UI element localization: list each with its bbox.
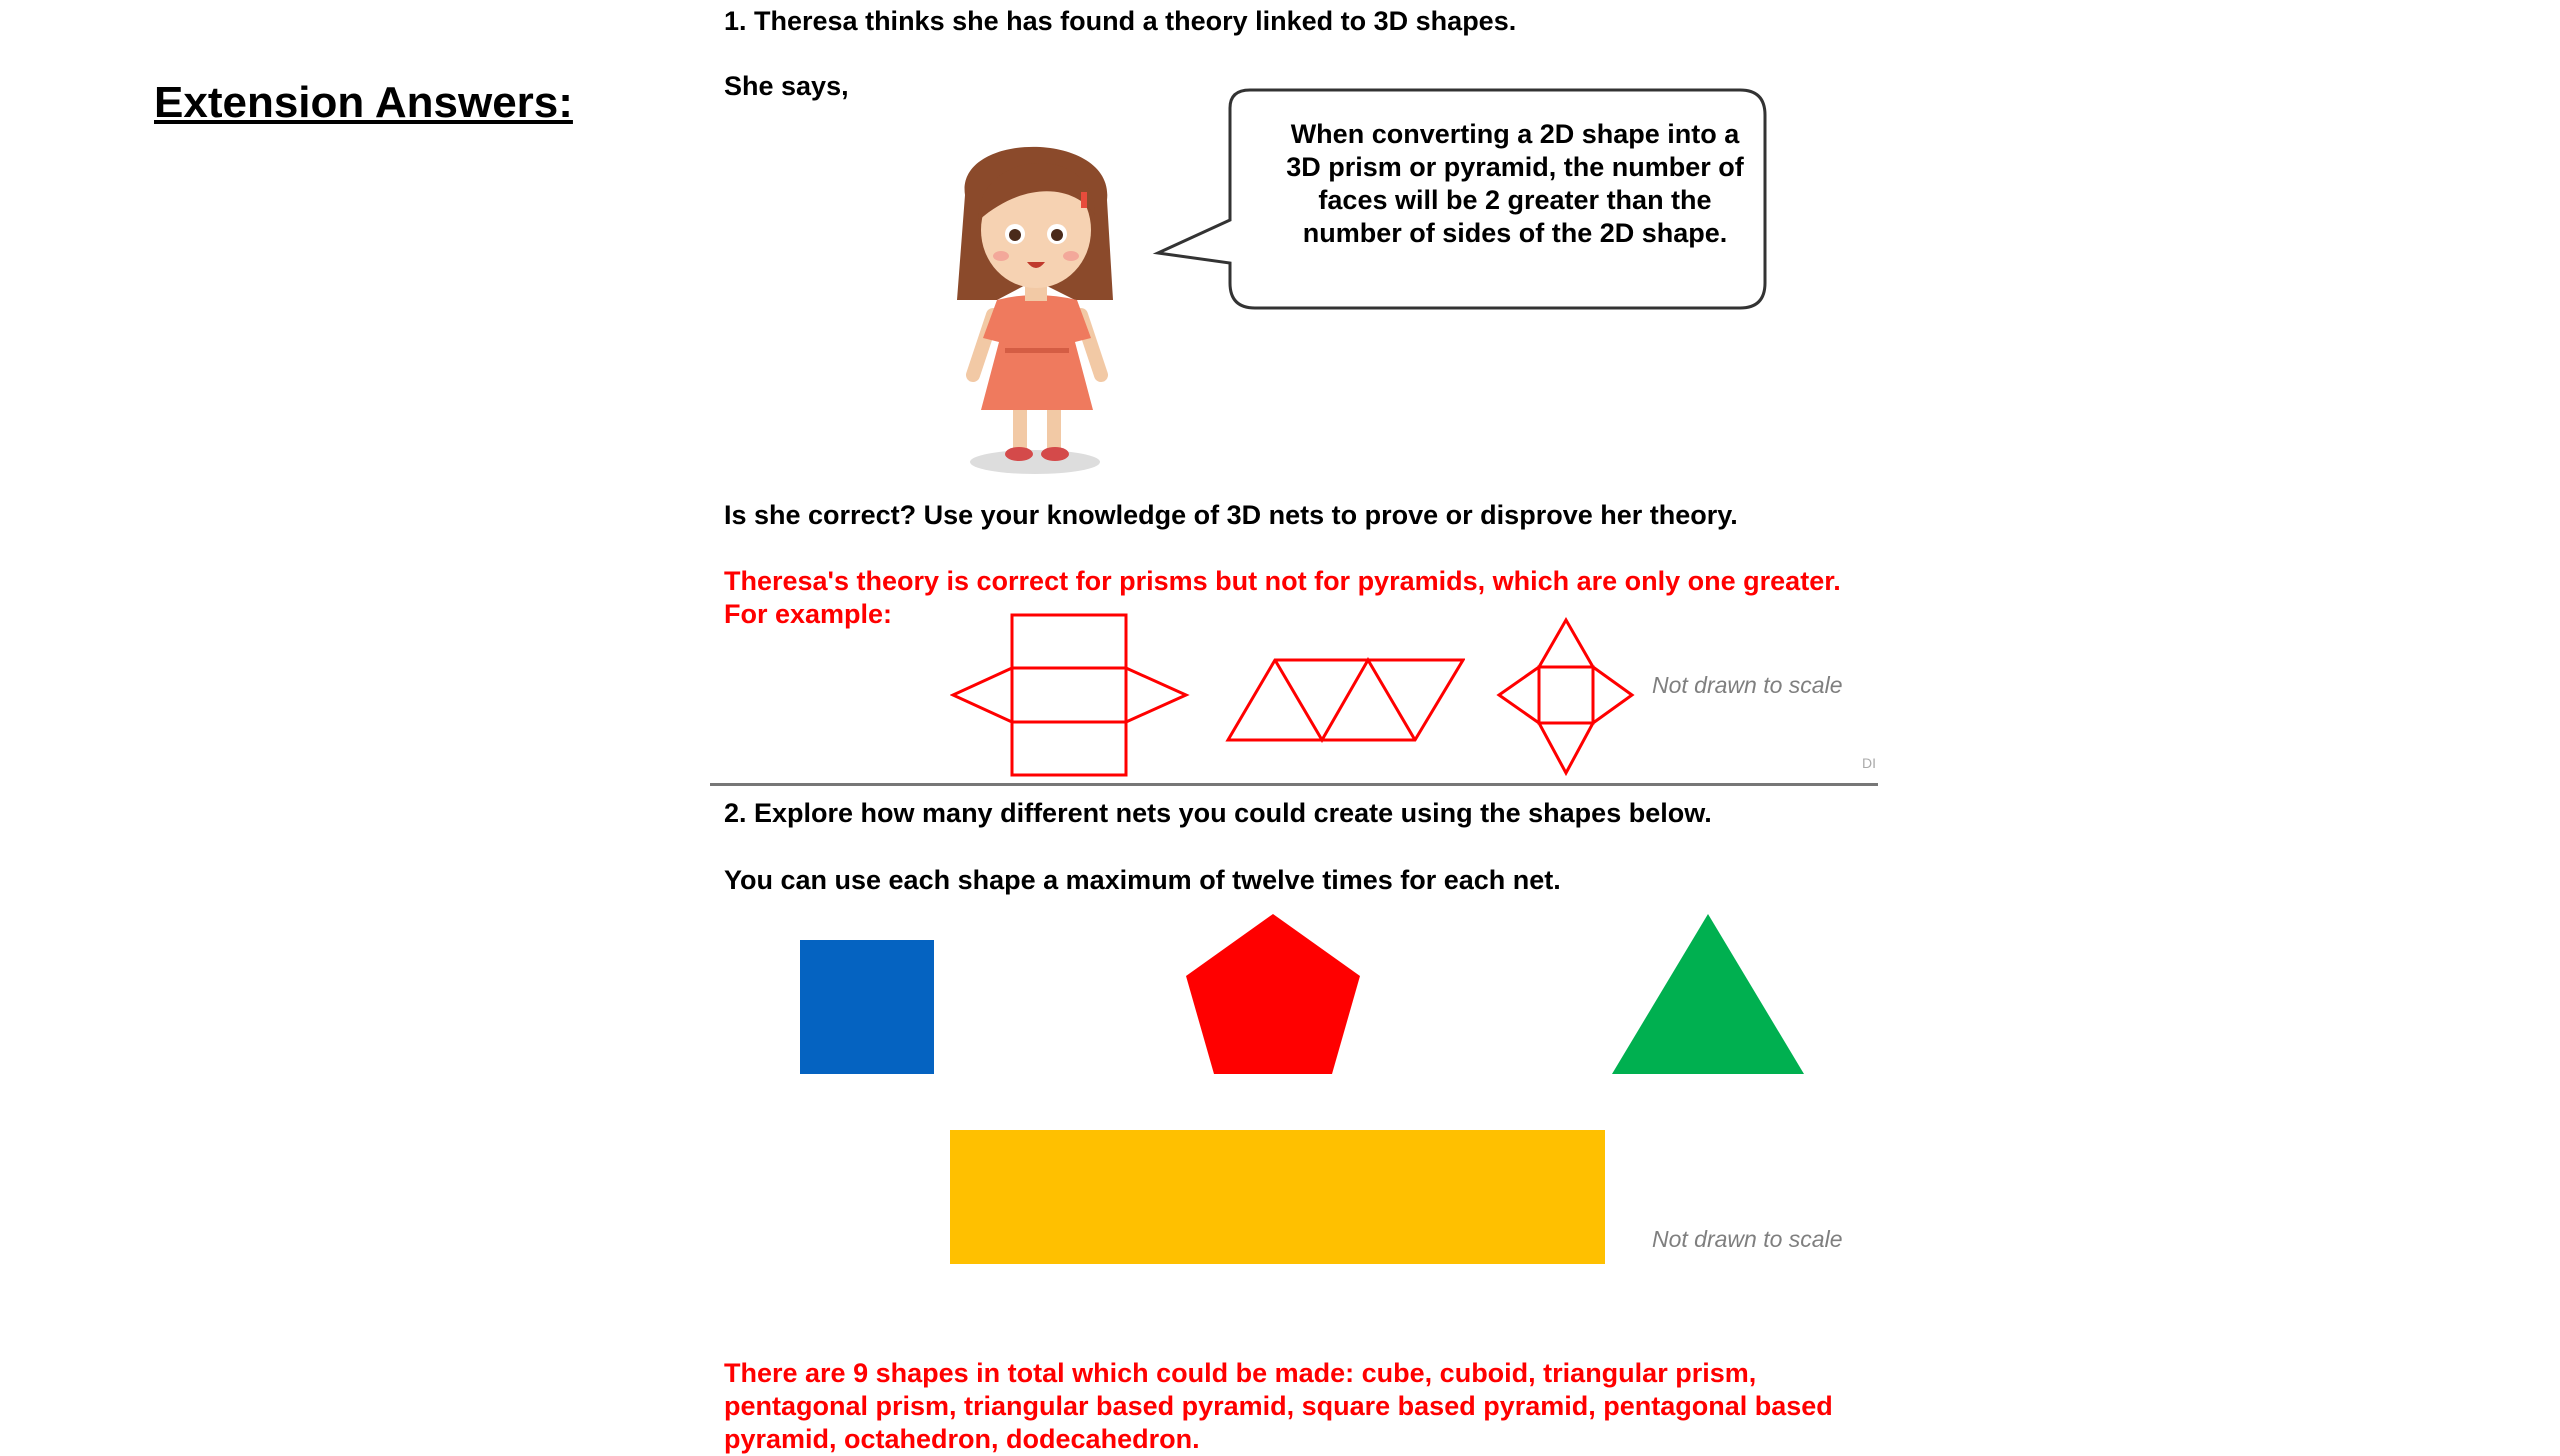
green-triangle-shape — [1612, 914, 1804, 1074]
question-2-answer: There are 9 shapes in total which could be made: cube, cuboid, triangular prism, pentagonal prism, triangular based pyramid, square based pyramid, pentagonal based pyramid, octahedron, dodecahedron. — [724, 1358, 1833, 1454]
blue-square-shape — [800, 940, 936, 1074]
question-1-scale-note: Not drawn to scale — [1652, 672, 1843, 698]
question-2-scale-note: Not drawn to scale — [1652, 1226, 1843, 1252]
yellow-rectangle-shape — [950, 1130, 1605, 1264]
for-example-label: For example: — [724, 599, 893, 629]
triangular-prism-net — [950, 612, 1190, 778]
question-2-rule: You can use each shape a maximum of twelve times for each net. — [724, 865, 1561, 895]
section-divider — [710, 783, 1878, 786]
red-pentagon-shape — [1186, 914, 1360, 1074]
she-says-label: She says, — [724, 71, 849, 101]
speech-bubble-text: When converting a 2D shape into a 3D prism or pyramid, the number of faces will be 2 greater than the number of sides of the 2D shape. — [1286, 119, 1744, 248]
corner-mark: DI — [1862, 755, 1876, 771]
square-pyramid-net — [1496, 617, 1636, 777]
triangular-pyramid-net — [1225, 657, 1465, 743]
question-1-question: Is she correct? Use your knowledge of 3D nets to prove or disprove her theory. — [724, 500, 1738, 530]
question-1-prompt: 1. Theresa thinks she has found a theory linked to 3D shapes. — [724, 6, 1517, 36]
question-1-answer: Theresa's theory is correct for prisms but not for pyramids, which are only one greater. — [724, 566, 1841, 596]
girl-illustration — [935, 110, 1145, 482]
extension-answers-heading: Extension Answers: — [154, 78, 573, 127]
question-2-prompt: 2. Explore how many different nets you could create using the shapes below. — [724, 798, 1712, 828]
